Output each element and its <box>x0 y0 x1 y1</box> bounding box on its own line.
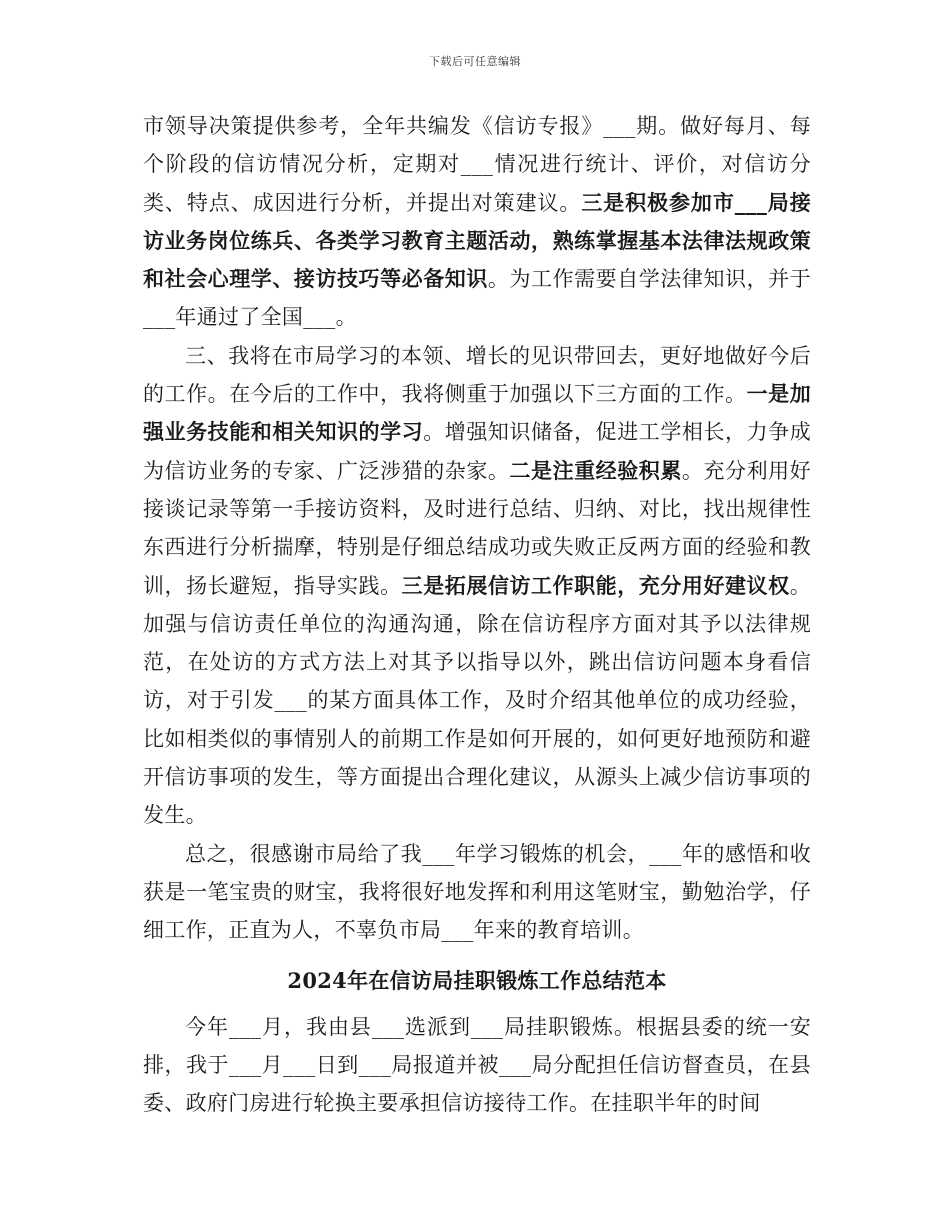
bold-text-run: 一是加强业务技能和相关知识的学习 <box>143 381 811 445</box>
paragraph-4 <box>143 1008 811 1123</box>
bold-text-run: 三是积极参加市___局接访业务岗位练兵、各类学习教育主题活动，熟练掌握基本法律法规政策和社会心理学、接访技巧等必备知识 <box>143 189 811 292</box>
text-run: 。加强与信访责任单位的沟通沟通，除在信访程序方面对其予以法律规范，在处访的方式方法上对其予以指导以外，跳出信访问题本身看信访，对于引发___的某方面具体工作，及时介绍其他单位的成功经验，比如相类似的事情别人的前期工作是如何开展的，如何更好地预防和避开信访事项的发生，等方面提出合理化建议，从源头上减少信访事项的发生。 <box>143 573 811 828</box>
text-run: 。为工作需要自学法律知识，并于___年通过了全国___。 <box>143 267 811 330</box>
paragraph-1 <box>143 107 811 337</box>
section-title: 2024年在信访局挂职锻炼工作总结范本 <box>287 967 667 993</box>
bold-text-run: 三是拓展信访工作职能，充分用好建议权 <box>401 572 790 598</box>
paragraph-3 <box>143 835 811 950</box>
page-header: 下载后可任意编辑 <box>429 55 521 68</box>
text-run: 总之，很感谢市局给了我___年学习锻炼的机会，___年的感悟和收获是一笔宝贵的财宝，我将很好地发挥和利用这笔财宝，勤勉治学，仔细工作，正直为人，不辜负市局___年来的教育培训。 <box>143 841 811 943</box>
text-run: 。充分利用好接谈记录等第一手接访资料，及时进行总结、归纳、对比，找出规律性东西进行分析揣摩，特别是仔细总结成功或失败正反两方面的经验和教训，扬长避短，指导实践。 <box>143 458 811 598</box>
text-run: 。增强知识储备，促进工学相长，力争成为信访业务的专家、广泛涉猎的杂家。 <box>143 420 811 483</box>
paragraph-2 <box>143 337 811 835</box>
text-run: 市领导决策提供参考，全年共编发《信访专报》___期。做好每月、每个阶段的信访情况分析，定期对___情况进行统计、评价，对信访分类、特点、成因进行分析，并提出对策建议。 <box>143 114 811 215</box>
text-run: 三、我将在市局学习的本领、增长的见识带回去，更好地做好今后的工作。在今后的工作中，我将侧重于加强以下三方面的工作。 <box>143 343 811 407</box>
text-run: 今年___月，我由县___选派到___局挂职锻炼。根据县委的统一安排，我于___月___日到___局报道并被___局分配担任信访督查员，在县委、政府门房进行轮换主要承担信访接待工作。在挂职半年的时间 <box>143 1014 811 1116</box>
document-body <box>143 107 811 1122</box>
bold-text-run: 二是注重经验积累 <box>509 457 682 483</box>
